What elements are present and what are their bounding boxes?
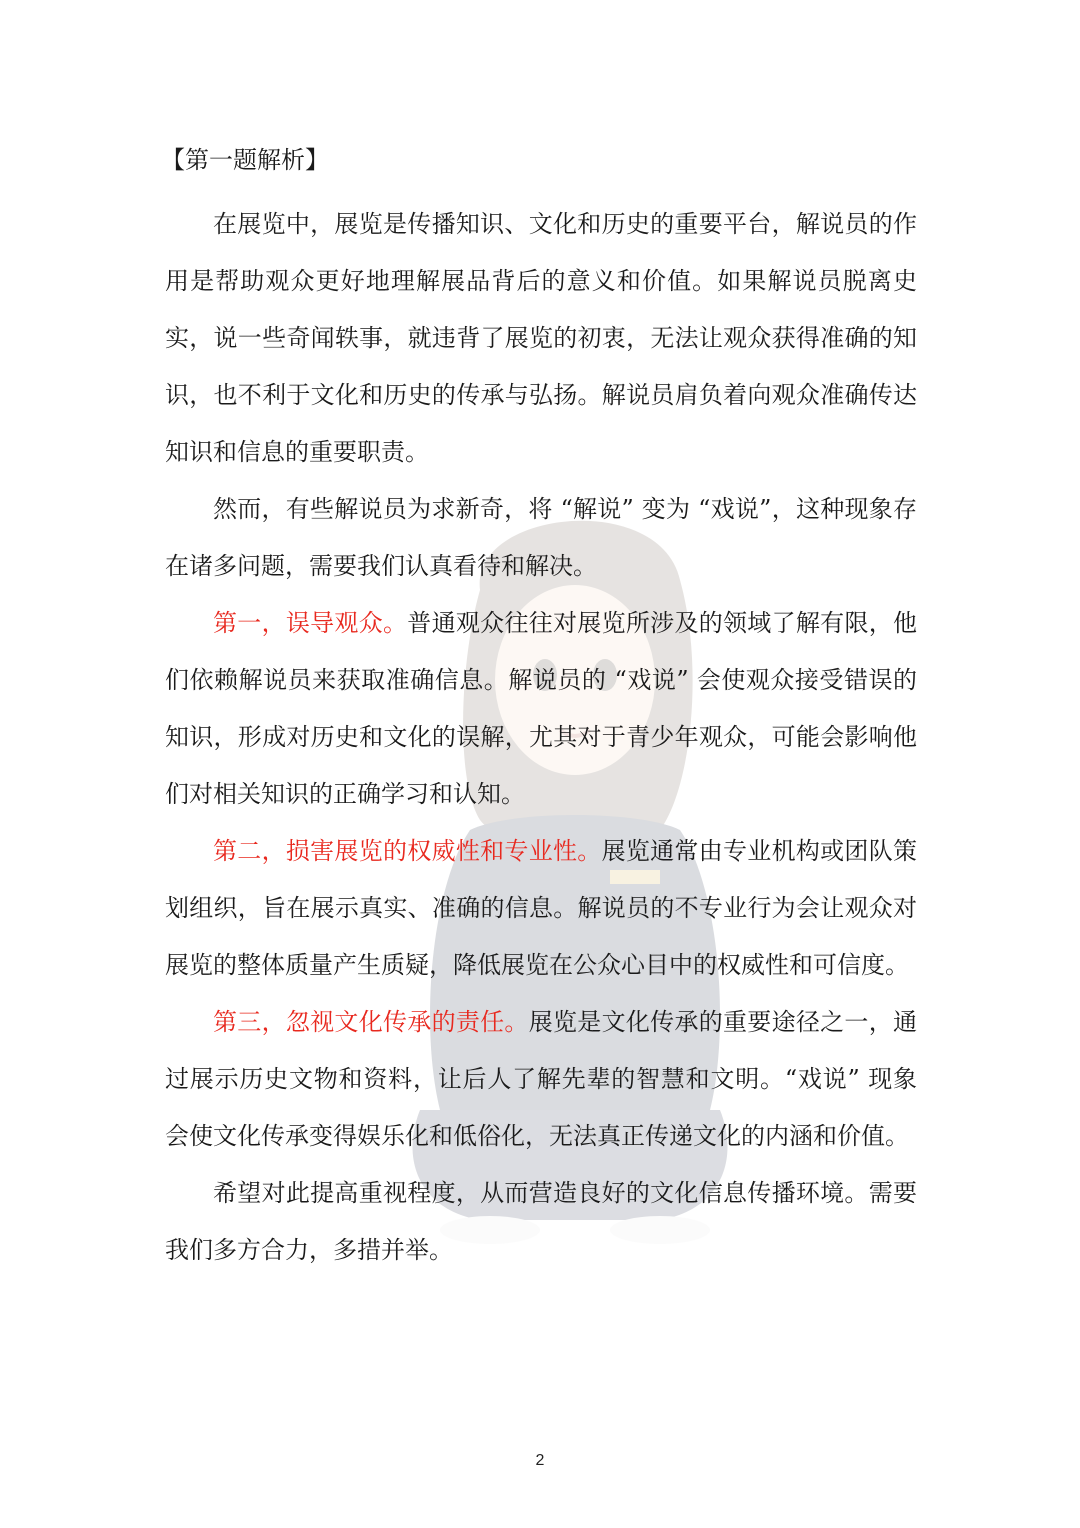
paragraph-transition bbox=[165, 481, 917, 595]
paragraph-point-one bbox=[165, 595, 917, 823]
page-number: 2 bbox=[535, 1452, 545, 1469]
paragraph-point-two bbox=[165, 823, 917, 994]
paragraph-text: 希望对此提高重视程度，从而营造良好的文化信息传播环境。需要我们多方合力，多措并举。 bbox=[165, 1179, 917, 1264]
section-heading: 【第一题解析】 bbox=[161, 146, 329, 174]
document-body bbox=[161, 140, 918, 1279]
paragraph-text: 展览通常由专业机构或团队策划组织，旨在展示真实、准确的信息。解说员的不专业行为会让观众对展览的整体质量产生质疑，降低展览在公众心目中的权威性和可信度。 bbox=[165, 837, 918, 979]
point-lead: 第二，损害展览的权威性和专业性。 bbox=[213, 837, 602, 865]
paragraph-point-three bbox=[165, 994, 917, 1165]
paragraph-conclusion bbox=[165, 1165, 917, 1279]
point-lead: 第一，误导观众。 bbox=[213, 609, 408, 637]
point-lead: 第三，忽视文化传承的责任。 bbox=[213, 1008, 529, 1036]
paragraph-text: 然而，有些解说员为求新奇，将 “解说” 变为 “戏说”，这种现象存在诸多问题，需要我们认真看待和解决。 bbox=[165, 495, 917, 580]
paragraph-text: 普通观众往往对展览所涉及的领域了解有限，他们依赖解说员来获取准确信息。解说员的 “戏说” 会使观众接受错误的知识，形成对历史和文化的误解，尤其对于青少年观众，可能会影响他们对相关知识的正确学习和认知。 bbox=[165, 609, 918, 808]
paragraph-text: 在展览中，展览是传播知识、文化和历史的重要平台，解说员的作用是帮助观众更好地理解展品背后的意义和价值。如果解说员脱离史实，说一些奇闻轶事，就违背了展览的初衷，无法让观众获得准确的知识，也不利于文化和历史的传承与弘扬。解说员肩负着向观众准确传达知识和信息的重要职责。 bbox=[165, 210, 917, 466]
paragraph-text: 展览是文化传承的重要途径之一，通过展示历史文物和资料，让后人了解先辈的智慧和文明。“戏说” 现象会使文化传承变得娱乐化和低俗化，无法真正传递文化的内涵和价值。 bbox=[165, 1008, 918, 1150]
paragraph-intro bbox=[165, 196, 917, 481]
